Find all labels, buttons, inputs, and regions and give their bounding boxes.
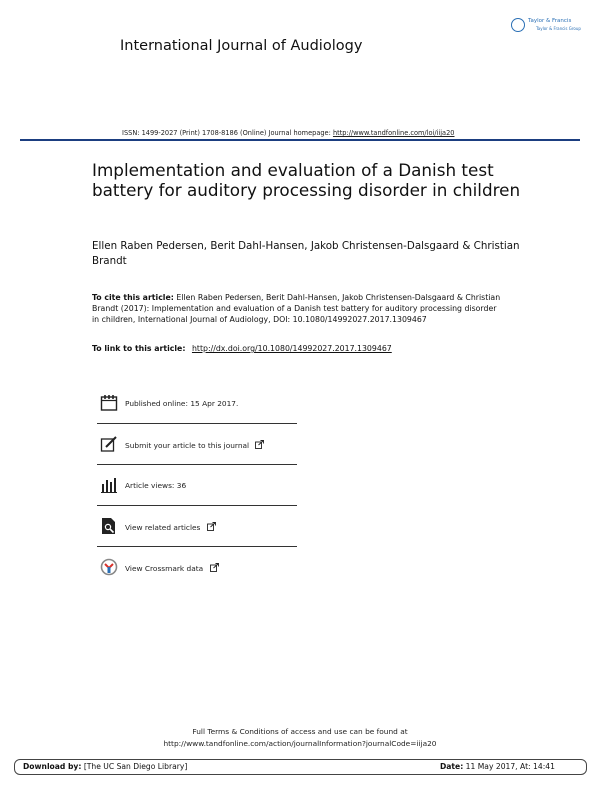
downloaded-by-label: Download by: bbox=[23, 762, 82, 771]
info-divider bbox=[97, 423, 297, 424]
related-articles-icon bbox=[100, 517, 118, 535]
published-online-row bbox=[97, 392, 297, 422]
citation-label: To cite this article: bbox=[92, 293, 174, 302]
article-views-text: Article views: 36 bbox=[125, 481, 187, 490]
related-articles-link[interactable] bbox=[125, 522, 216, 532]
publisher-logo-icon bbox=[511, 18, 525, 32]
publisher-logo-line1: Taylor & Francis bbox=[528, 18, 572, 24]
issn-line bbox=[122, 129, 455, 137]
info-divider bbox=[97, 464, 297, 465]
submit-article-row[interactable] bbox=[97, 433, 297, 463]
terms-link[interactable]: http://www.tandfonline.com/action/journalInformation?journalCode=iija20 bbox=[163, 739, 437, 748]
related-articles-row[interactable] bbox=[97, 515, 297, 545]
submit-article-label: Submit your article to this journal bbox=[125, 441, 250, 450]
info-divider bbox=[97, 505, 297, 506]
issn-text: ISSN: 1499-2027 (Print) 1708-8186 (Online) Journal homepage: bbox=[122, 129, 331, 137]
publisher-logo[interactable] bbox=[511, 15, 581, 37]
article-title: Implementation and evaluation of a Danish test battery for auditory processing disorder in children bbox=[92, 160, 521, 200]
crossmark-icon bbox=[100, 558, 118, 576]
crossmark-label: View Crossmark data bbox=[125, 564, 204, 573]
bar-chart-icon bbox=[100, 476, 118, 494]
article-link-line bbox=[92, 344, 392, 353]
article-views-row bbox=[97, 474, 297, 504]
header-divider bbox=[20, 139, 580, 141]
article-link-label: To link to this article: bbox=[92, 344, 186, 353]
citation-text: Ellen Raben Pedersen, Berit Dahl-Hansen, Jakob Christensen-Dalsgaard & Christian Brandt (2017): Implementation and evaluation of a Danish test battery for auditory processing disorder in children, International Journal of Audiology, DOI: 10.1080/14992027.2017.1309467 bbox=[92, 293, 501, 324]
download-date-label: Date: bbox=[440, 762, 464, 771]
external-link-icon bbox=[207, 522, 216, 531]
external-link-icon bbox=[210, 563, 219, 572]
submit-article-link[interactable] bbox=[125, 440, 264, 450]
related-articles-label: View related articles bbox=[125, 523, 201, 532]
download-info-bar bbox=[14, 759, 587, 775]
citation-block bbox=[92, 292, 502, 325]
article-authors: Ellen Raben Pedersen, Berit Dahl-Hansen, Jakob Christensen-Dalsgaard & Christian Brandt bbox=[92, 240, 520, 267]
external-link-icon bbox=[255, 440, 264, 449]
edit-icon bbox=[100, 435, 118, 453]
article-doi-link[interactable]: http://dx.doi.org/10.1080/14992027.2017.1309467 bbox=[191, 344, 392, 353]
download-date-value: 11 May 2017, At: 14:41 bbox=[465, 762, 555, 771]
downloaded-by bbox=[23, 762, 187, 771]
download-date bbox=[440, 762, 555, 771]
publisher-logo-line2: Taylor & Francis Group bbox=[536, 26, 581, 31]
journal-homepage-link[interactable]: http://www.tandfonline.com/loi/iija20 bbox=[332, 129, 455, 137]
crossmark-link[interactable] bbox=[125, 563, 219, 573]
published-online-text: Published online: 15 Apr 2017. bbox=[125, 399, 239, 408]
terms-line-1: Full Terms & Conditions of access and use can be found at bbox=[192, 727, 408, 736]
info-divider bbox=[97, 546, 297, 547]
downloaded-by-value: [The UC San Diego Library] bbox=[83, 762, 188, 771]
crossmark-row[interactable] bbox=[97, 556, 297, 586]
calendar-icon bbox=[100, 394, 118, 412]
journal-name: International Journal of Audiology bbox=[120, 38, 363, 54]
